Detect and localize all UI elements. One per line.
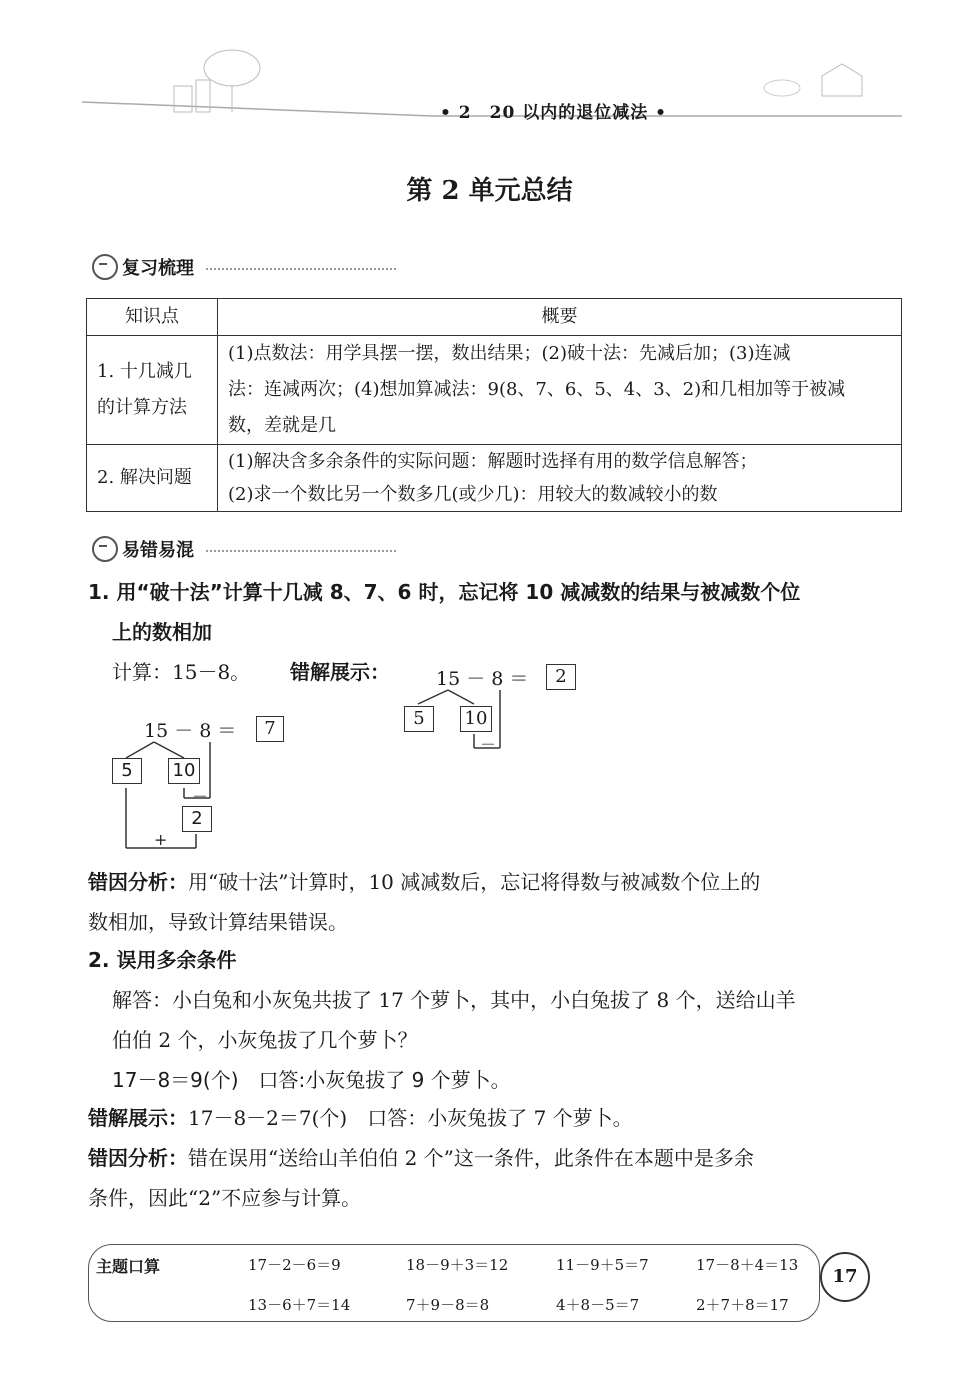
right-minus: － [192, 787, 209, 806]
right-split-lines [110, 712, 310, 862]
analysis-line [88, 1138, 754, 1178]
dotted-divider [206, 268, 396, 270]
oral-calc-item: 2＋7＋8＝17 [696, 1296, 789, 1314]
item1-title-line: 1. 用“破十法”计算十几减 8、7、6 时，忘记将 10 减减数的结果与被减数个位 [88, 580, 801, 604]
oral-calc-item: 7＋9－8＝8 [406, 1296, 490, 1314]
item2-wrong [88, 1098, 633, 1138]
wrong-diagram [400, 660, 590, 760]
item1-title-line: 上的数相加 [112, 620, 212, 644]
right-plus: + [154, 830, 168, 849]
right-split-b: 10 [168, 758, 200, 784]
table-row [87, 336, 902, 445]
wrong-text: 17－8－2＝7(个) 口答：小灰兔拔了 7 个萝卜。 [188, 1106, 633, 1130]
topic-line: 1. 十几减几 [97, 361, 192, 382]
table-header-topic: 知识点 [87, 299, 218, 336]
item2-answer [112, 980, 796, 1060]
oral-calc-row [248, 1294, 808, 1315]
answer-line: 解答：小白兔和小灰兔共拔了 17 个萝卜，其中，小白兔拔了 8 个，送给山羊 [112, 988, 796, 1012]
mascot-icon [92, 254, 118, 280]
mistakes-heading [92, 536, 396, 562]
summary-table [86, 298, 902, 512]
table-cell-topic [87, 445, 218, 512]
dotted-divider [206, 550, 396, 552]
wrong-minus: － [480, 735, 497, 754]
right-sub-result: 2 [182, 806, 212, 832]
oral-calc-item: 17－2－6＝9 [248, 1256, 341, 1274]
right-expr: 15 － 8 ＝ [144, 720, 237, 742]
wrong-split-b: 10 [460, 706, 492, 732]
summary-line: 数，差就是几 [228, 415, 336, 436]
oral-calc-item: 4＋8－5＝7 [556, 1296, 640, 1314]
right-result-box: 7 [256, 716, 284, 742]
table-cell-topic [87, 336, 218, 445]
answer-line: 伯伯 2 个，小灰兔拔了几个萝卜？ [112, 1028, 418, 1052]
analysis-text: 用“破十法”计算时，10 减减数后，忘记将得数与被减数个位上的 [188, 870, 761, 894]
review-heading [92, 254, 396, 280]
page-title: 第 2 单元总结 [406, 176, 573, 206]
item2-title: 2. 误用多余条件 [88, 948, 237, 972]
table-row [87, 445, 902, 512]
item1-analysis [88, 862, 760, 942]
analysis-text: 错在误用“送给山羊伯伯 2 个”这一条件，此条件在本题中是多余 [188, 1146, 754, 1170]
analysis-line: 条件，因此“2”不应参与计算。 [88, 1186, 362, 1210]
summary-line: 法：连减两次；(4)想加算减法：9(8、7、6、5、4、3、2)和几相加等于被减 [228, 379, 846, 400]
item2-correct: 17－8＝9(个) 口答:小灰兔拔了 9 个萝卜。 [112, 1068, 511, 1092]
wrong-split-a: 5 [404, 706, 434, 732]
oral-calc-item: 11－9＋5＝7 [556, 1256, 649, 1274]
analysis-label: 错因分析： [88, 870, 188, 894]
analysis-line: 数相加，导致计算结果错误。 [88, 910, 348, 934]
table-cell-summary [218, 445, 902, 512]
wrong-label: 错解展示： [88, 1106, 188, 1130]
mistakes-heading-text: 易错易混 [122, 540, 194, 561]
header-chapter: • 2 20 以内的退位减法 • [440, 103, 667, 123]
topic-line: 的计算方法 [97, 397, 187, 418]
table-cell-summary [218, 336, 902, 445]
summary-line: (1)解决含多余条件的实际问题：解题时选择有用的数学信息解答； [228, 451, 758, 472]
table-header-summary: 概要 [218, 299, 902, 336]
right-split-a: 5 [112, 758, 142, 784]
review-heading-text: 复习梳理 [122, 258, 194, 279]
analysis-line [88, 862, 760, 902]
page-number: 17 [820, 1252, 870, 1302]
analysis-label: 错因分析： [88, 1146, 188, 1170]
right-diagram [110, 712, 310, 862]
oral-calc-row [248, 1254, 808, 1275]
oral-calc-item: 13－6＋7＝14 [248, 1296, 351, 1314]
topic-line: 2. 解决问题 [97, 467, 192, 488]
wrong-expr: 15 － 8 ＝ [436, 668, 529, 690]
oral-calc-item: 18－9＋3＝12 [406, 1256, 509, 1274]
summary-line: (1)点数法：用学具摆一摆，数出结果；(2)破十法：先减后加；(3)连减 [228, 343, 791, 364]
item1-wrong-label: 错解展示： [290, 660, 390, 684]
item1-title [88, 572, 800, 652]
item1-calc-label: 计算：15－8。 [112, 660, 251, 684]
oral-calc-label: 主题口算 [96, 1257, 161, 1276]
oral-calc-item: 17－8＋4＝13 [696, 1256, 799, 1274]
mascot-icon [92, 536, 118, 562]
wrong-result-box: 2 [546, 664, 576, 690]
summary-line: (2)求一个数比另一个数多几(或少几)：用较大的数减较小的数 [228, 484, 718, 505]
item2-analysis [88, 1138, 754, 1218]
